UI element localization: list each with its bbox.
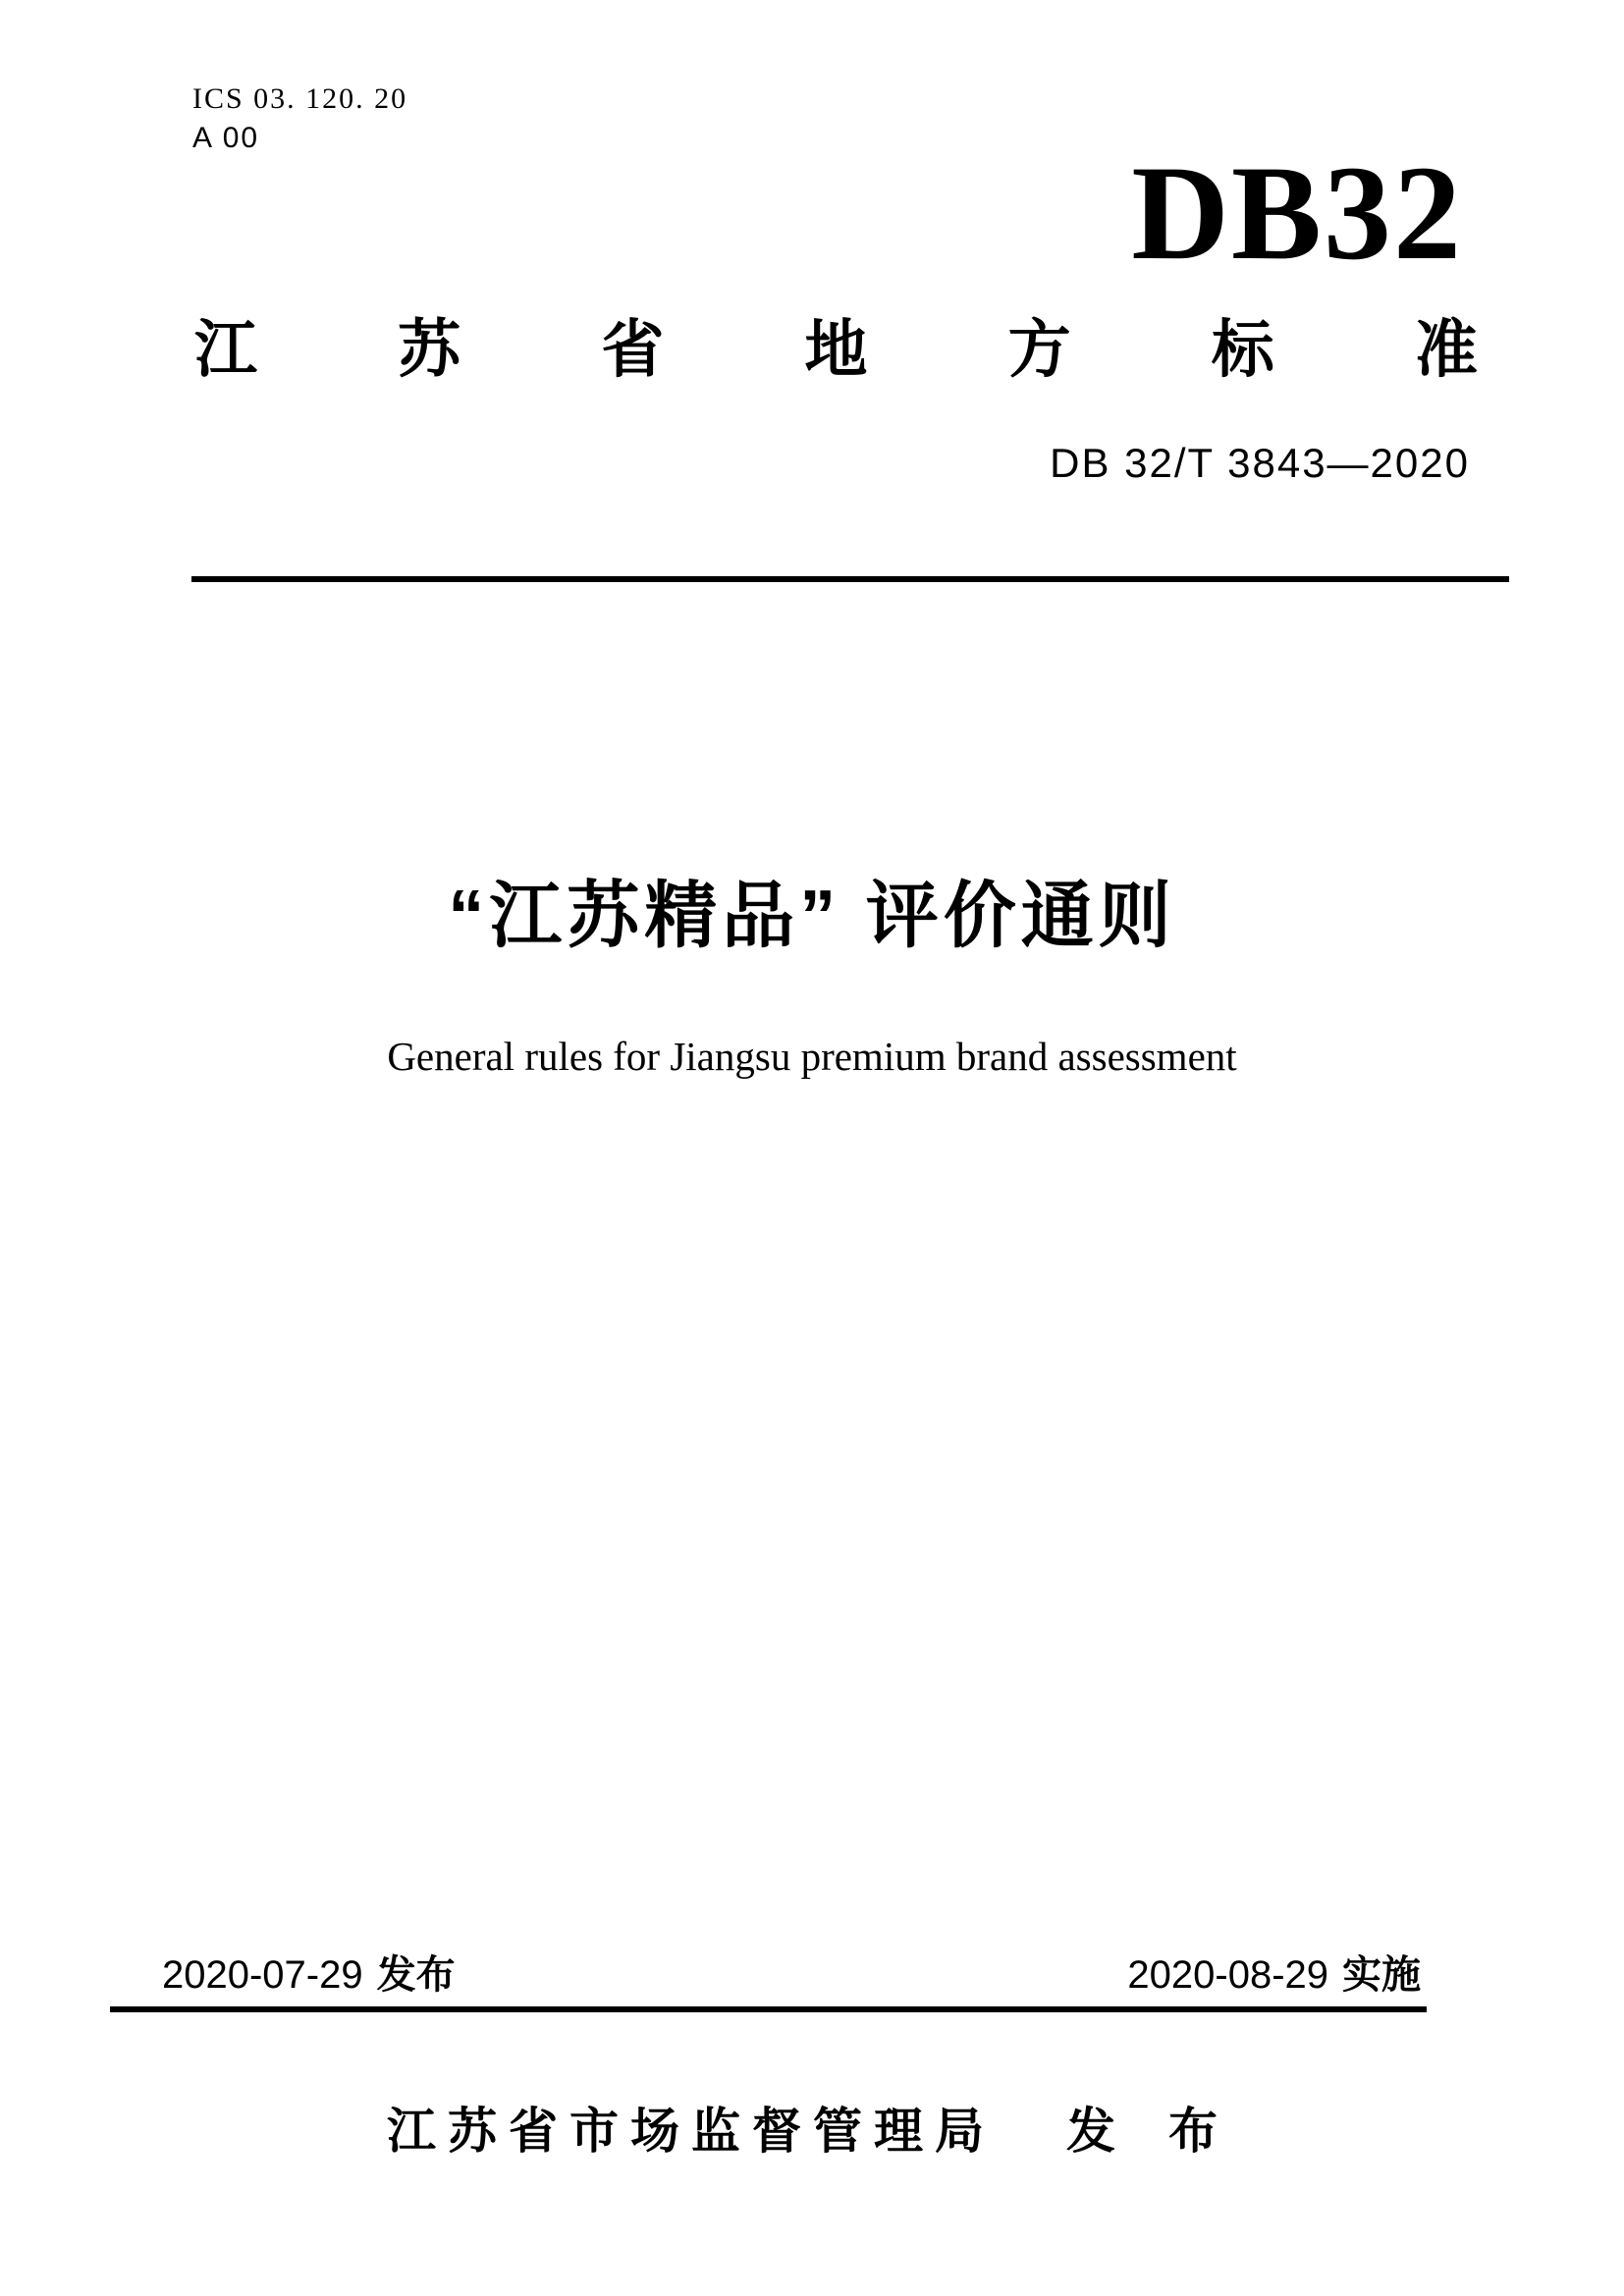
issue-date: 2020-07-29 bbox=[162, 1953, 363, 1997]
standard-type-char: 地 bbox=[804, 314, 868, 385]
document-title-english: General rules for Jiangsu premium brand assessment bbox=[387, 1034, 1237, 1079]
document-class-code: A 00 bbox=[192, 122, 260, 154]
standard-type-heading bbox=[194, 314, 1478, 385]
header-divider-line bbox=[191, 576, 1509, 582]
db32-logo: DB32 bbox=[1131, 137, 1463, 288]
standard-type-char: 苏 bbox=[398, 314, 461, 385]
issue-date-label: 发布 bbox=[376, 1953, 456, 1997]
implementation-date: 2020-08-29 bbox=[1127, 1953, 1328, 1997]
implementation-date-line bbox=[1127, 1955, 1421, 1995]
ics-code: ICS 03. 120. 20 bbox=[192, 82, 408, 115]
standard-type-char: 江 bbox=[194, 314, 257, 385]
publish-label: 发 布 bbox=[1066, 2104, 1237, 2159]
document-title: “江苏精品” 评价通则 bbox=[448, 875, 1176, 956]
standard-type-char: 准 bbox=[1414, 314, 1478, 385]
standard-type-char: 标 bbox=[1211, 314, 1274, 385]
publisher-line bbox=[0, 2104, 1624, 2159]
standard-number: DB 32/T 3843—2020 bbox=[1050, 440, 1470, 486]
publisher-name: 江苏省市场监督管理局 bbox=[387, 2104, 997, 2159]
standard-type-char: 方 bbox=[1007, 314, 1071, 385]
implementation-date-label: 实施 bbox=[1342, 1953, 1421, 1997]
footer-divider-line bbox=[110, 2006, 1427, 2012]
standard-type-char: 省 bbox=[601, 314, 665, 385]
issue-date-line bbox=[162, 1955, 456, 1995]
